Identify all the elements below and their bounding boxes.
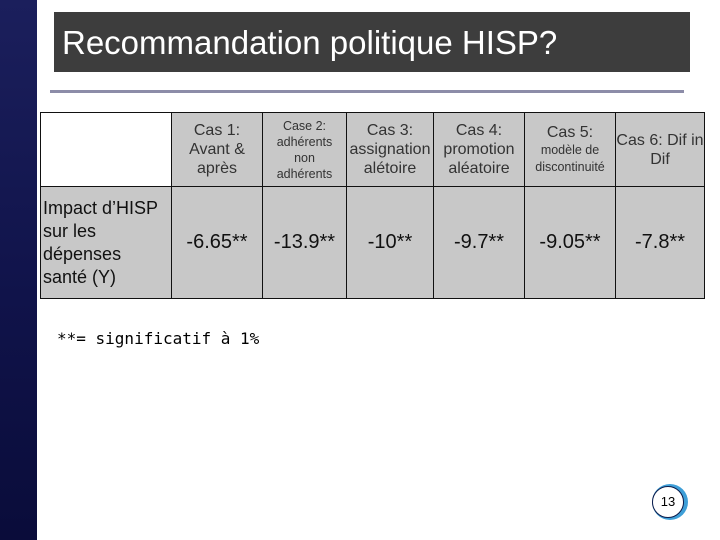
value-case-5 [525,187,616,299]
table-row [41,187,705,299]
header-case-3 [347,113,434,187]
header-case-5-line-3: discontinuité [535,160,605,174]
value-case-4-text: -9.7** [453,231,505,253]
row-label-line-4: santé (Y) [43,266,117,287]
value-case-3-text: -10** [367,231,413,253]
header-case-3-line-3: alétoire [363,160,417,177]
header-case-4-line-3: aléatoire [448,160,510,177]
row-label-line-3: dépenses [43,243,122,264]
header-case-2-line-2: adhérents [276,134,333,149]
title-divider [50,90,684,93]
header-case-5-line-1: Cas 5: [546,124,594,141]
header-case-2-line-1: Case 2: [282,118,327,133]
value-case-1-text: -6.65** [186,231,248,253]
header-case-3-line-1: Cas 3: [366,122,414,139]
header-case-1-line-3: après [196,160,238,177]
slide-title: Recommandation politique HISP? [62,24,558,61]
table-header-row [41,113,705,187]
header-case-1 [172,113,263,187]
results-table [40,112,705,299]
header-case-2-line-4: adhérents [276,166,333,181]
header-case-2-line-3: non [294,150,315,165]
value-case-5-text: -9.05** [539,231,601,253]
header-case-5-line-2: modèle de [540,143,600,157]
header-case-6-line-1: Cas 6: Dif in [616,131,704,149]
header-case-3-line-2: assignation [349,141,431,158]
value-case-6-text: -7.8** [634,231,686,253]
value-case-2 [263,187,347,299]
header-case-1-line-2: Avant & [189,141,245,158]
header-case-6-line-2: Dif [650,150,670,168]
header-case-5 [525,113,616,187]
header-case-4-line-1: Cas 4: [455,122,503,139]
header-case-1-line-1: Cas 1: [193,122,241,139]
left-decorative-band [0,0,37,540]
row-label-cell [41,187,172,299]
title-bar [54,12,690,72]
value-case-4 [434,187,525,299]
header-case-6 [616,113,705,187]
page-number: 13 [652,486,684,518]
value-case-2-text: -13.9** [273,231,336,253]
value-case-6 [616,187,705,299]
header-corner-cell [41,113,172,187]
header-case-4 [434,113,525,187]
value-case-3 [347,187,434,299]
significance-footnote: **= significatif à 1% [57,329,260,348]
row-label-line-2: sur les [43,220,97,241]
header-case-4-line-2: promotion [443,141,515,158]
row-label-line-1: Impact d’HISP [43,197,159,218]
header-case-2 [263,113,347,187]
value-case-1 [172,187,263,299]
